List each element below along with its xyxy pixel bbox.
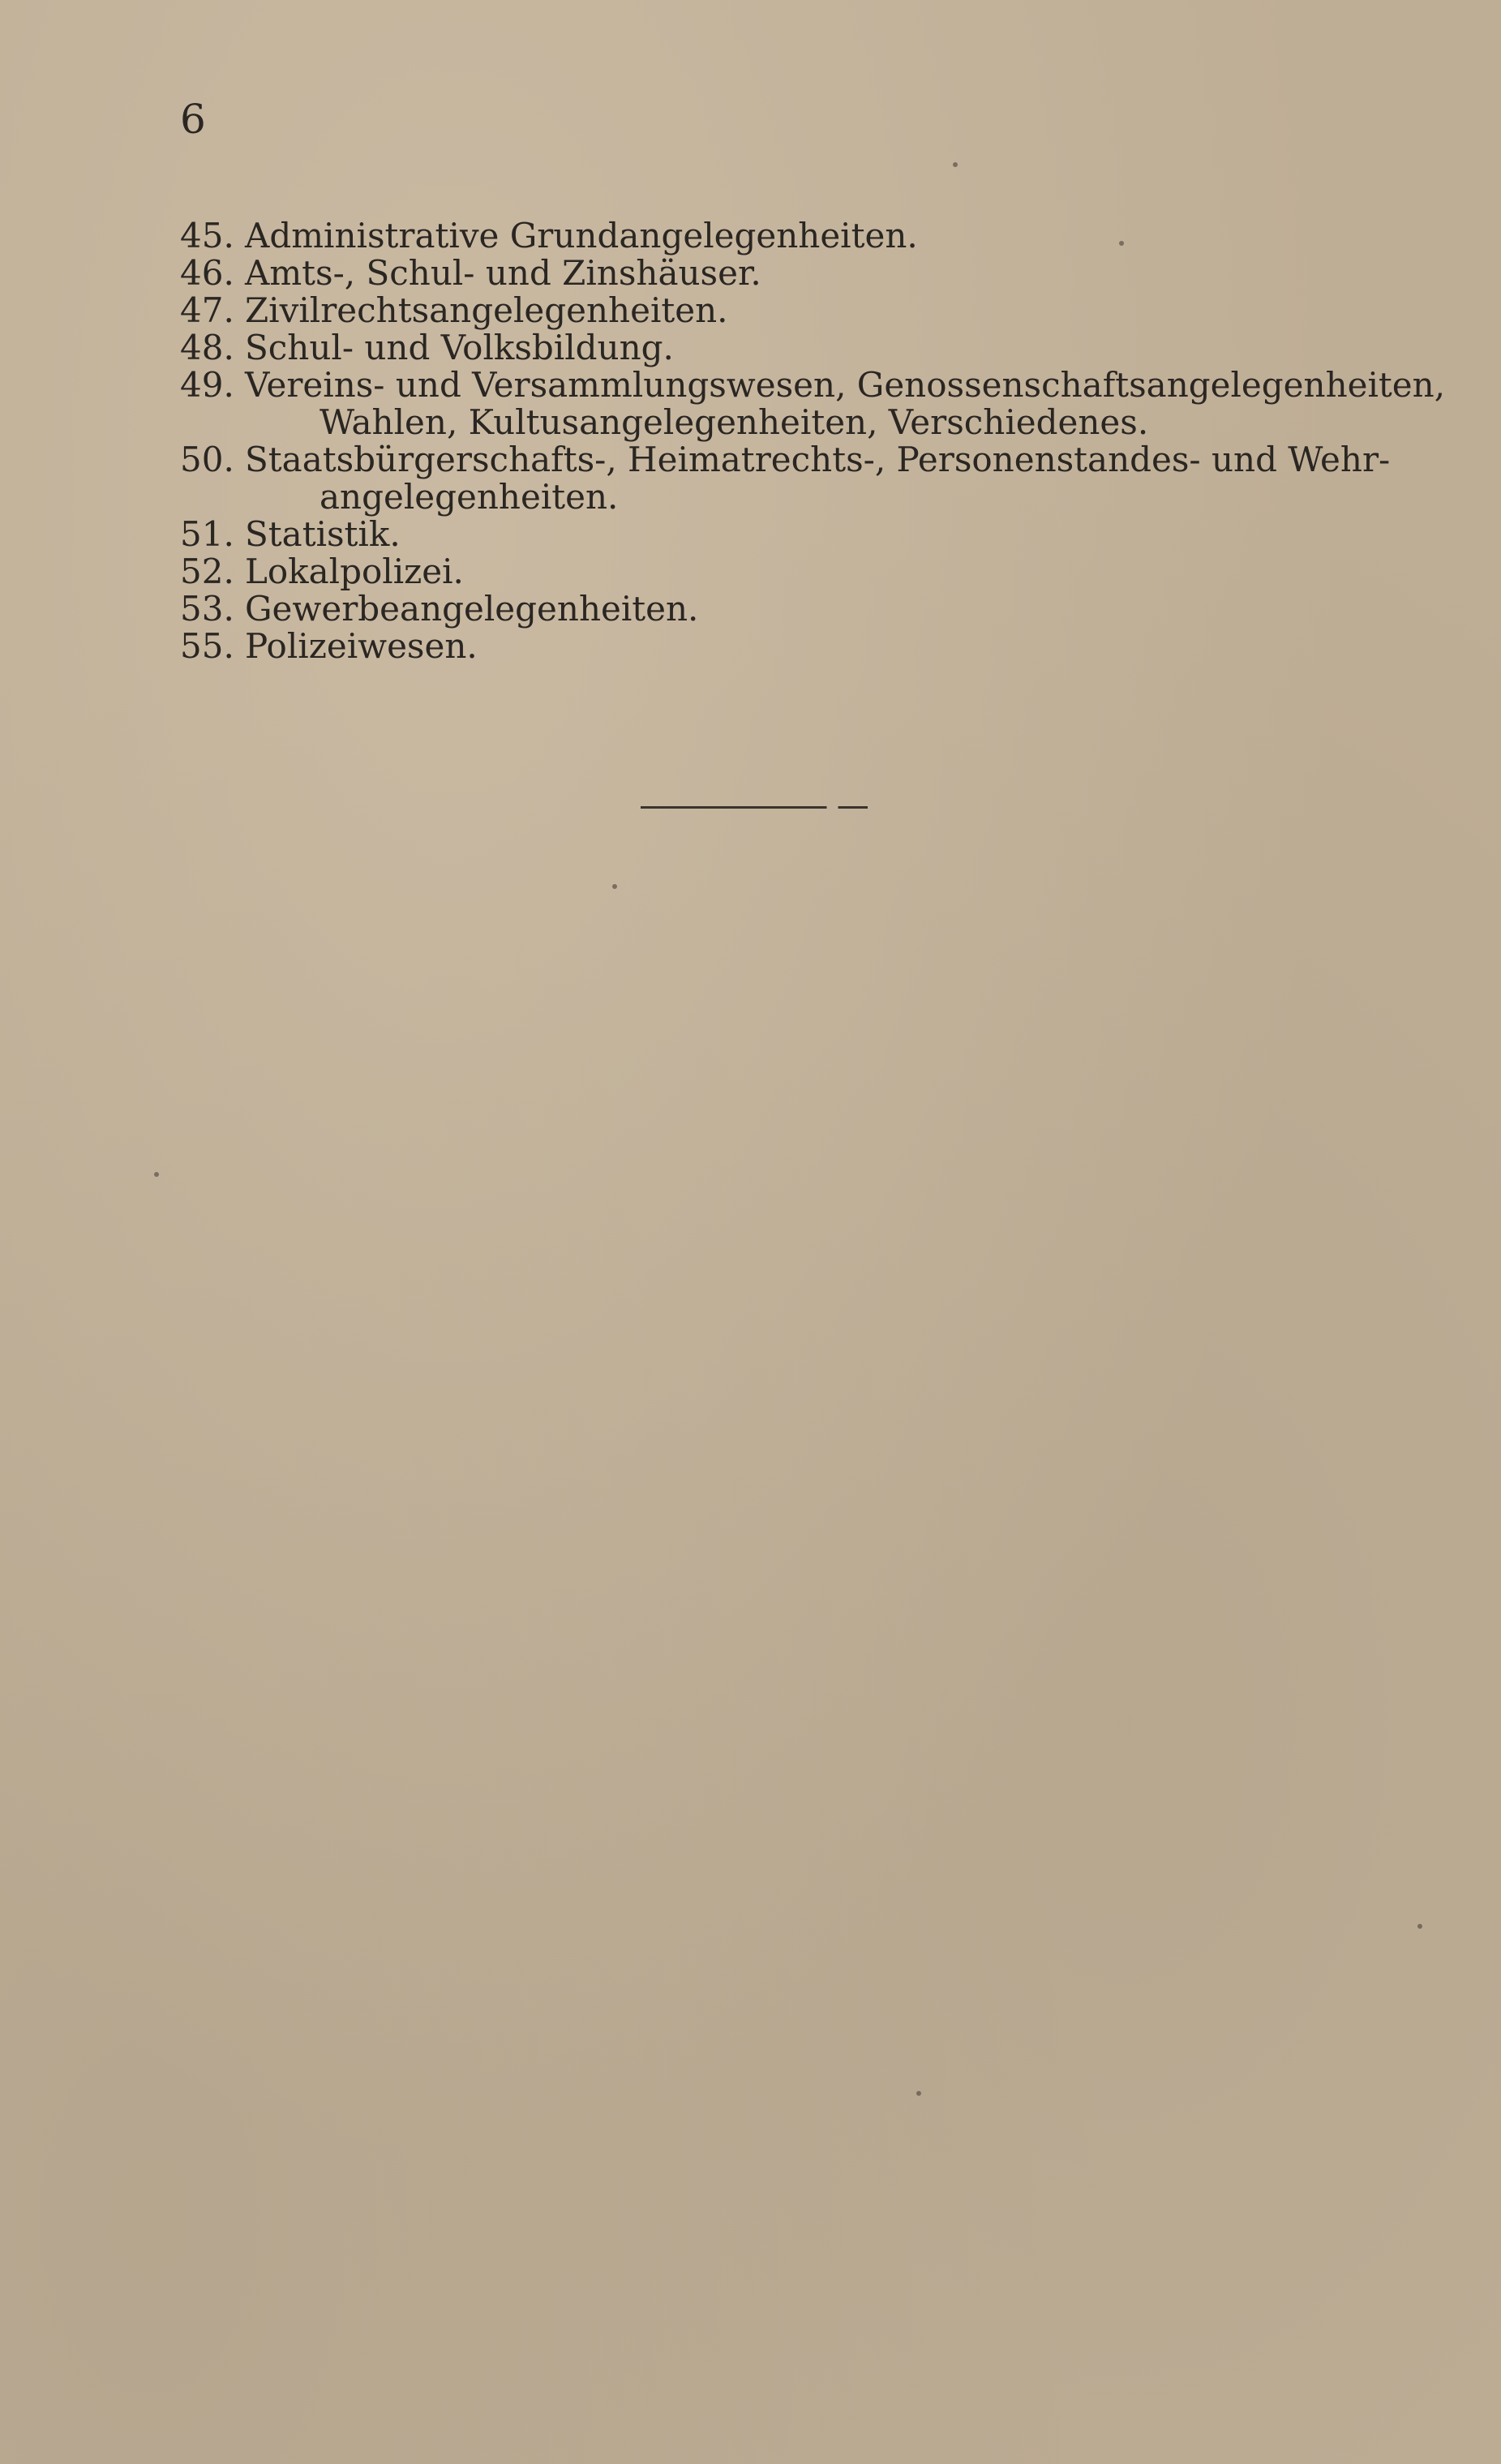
- entry-line-continuation: angelegenheiten.: [319, 477, 619, 517]
- list-item: [180, 590, 1348, 628]
- list-item: [180, 329, 1348, 367]
- entry-number: 51.: [180, 514, 234, 554]
- list-item: [180, 628, 1348, 665]
- entry-number: 52.: [180, 552, 234, 591]
- entry-line: Staatsbürgerschafts-, Heimatrechts-, Personenstandes- und Wehr-: [245, 440, 1391, 479]
- entry-text: [245, 441, 1390, 516]
- paper-speck: [1119, 241, 1124, 246]
- list-item: [180, 217, 1348, 255]
- entry-list: [180, 216, 1446, 666]
- entry-number: 45.: [180, 216, 234, 255]
- section-divider: [641, 806, 868, 809]
- list-item: [180, 440, 1391, 517]
- entry-number: 47.: [180, 290, 234, 330]
- entry-number: 55.: [180, 626, 234, 666]
- entry-text: [245, 255, 1348, 292]
- entry-number: 48.: [180, 328, 234, 367]
- entry-line-continuation: Wahlen, Kultusangelegenheiten, Verschiedenes.: [319, 402, 1149, 442]
- entry-line: Administrative Grundangelegenheiten.: [245, 216, 918, 255]
- paper-speck: [916, 2091, 921, 2096]
- paper-speck: [1417, 1924, 1422, 1929]
- entry-number: 49.: [180, 365, 234, 405]
- entry-text: [245, 590, 1348, 628]
- entry-line: Gewerbeangelegenheiten.: [245, 589, 699, 629]
- list-item: [180, 255, 1348, 292]
- entry-text: [245, 367, 1445, 441]
- entry-number: 46.: [180, 253, 234, 293]
- paper-speck: [612, 884, 617, 889]
- entry-line: Polizeiwesen.: [245, 626, 478, 666]
- entry-line: Lokalpolizei.: [245, 552, 464, 591]
- paper-speck: [953, 162, 958, 167]
- entry-text: [245, 516, 1348, 553]
- list-item: [180, 292, 1348, 329]
- page-number: 6: [180, 96, 206, 143]
- list-item: [180, 365, 1446, 442]
- entry-text: [245, 553, 1348, 590]
- entry-text: [245, 217, 1348, 255]
- entry-number: 53.: [180, 589, 234, 629]
- list-item: [180, 553, 1348, 590]
- paper-speck: [154, 1172, 159, 1177]
- entry-text: [245, 292, 1348, 329]
- entry-line: Vereins- und Versammlungswesen, Genossenschaftsangelegenheiten,: [245, 365, 1446, 405]
- entry-line: Statistik.: [245, 514, 401, 554]
- entry-number: 50.: [180, 440, 234, 479]
- entry-line: Amts-, Schul- und Zinshäuser.: [245, 253, 761, 293]
- entry-text: [245, 628, 1348, 665]
- entry-line: Schul- und Volksbildung.: [245, 328, 674, 367]
- entry-text: [245, 329, 1348, 367]
- list-item: [180, 516, 1348, 553]
- entry-line: Zivilrechtsangelegenheiten.: [245, 290, 728, 330]
